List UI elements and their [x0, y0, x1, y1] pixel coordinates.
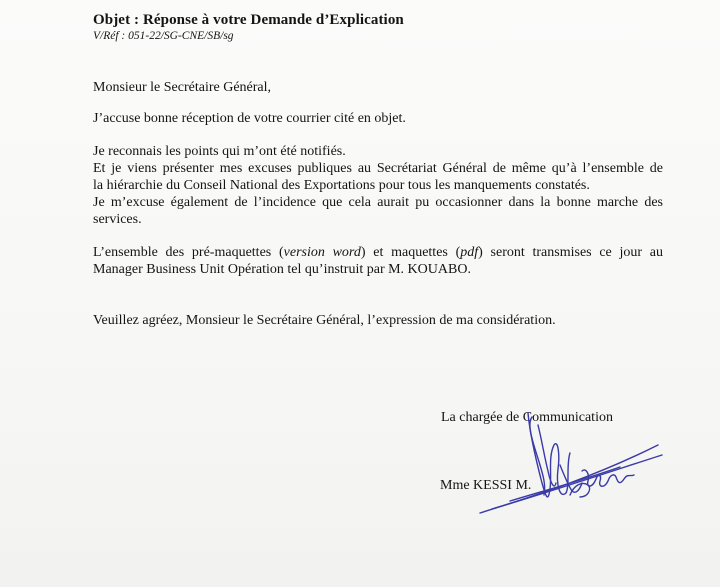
reference-line: V/Réf : 051-22/SG-CNE/SB/sg: [93, 30, 234, 42]
body-line-3: la hiérarchie du Conseil National des Exportations pour tous les manquements constatés.: [93, 178, 590, 193]
signatory-title: La chargée de Communication: [441, 410, 613, 425]
closing-paragraph: Veuillez agréez, Monsieur le Secrétaire Général, l’expression de ma considération.: [93, 313, 556, 328]
transmission-text-c: ) seront transmises ce jour au: [478, 245, 664, 260]
body-line-5: services.: [93, 212, 142, 227]
transmission-text-b: ) et maquettes (: [360, 245, 461, 260]
subject-line: Objet : Réponse à votre Demande d’Explication: [93, 12, 404, 28]
signatory-name: Mme KESSI M.: [440, 478, 532, 493]
body-line-2: Et je viens présenter mes excuses publiques au Secrétariat Général de même qu’à l’ensemble de: [93, 161, 663, 176]
body-line-1: Je reconnais les points qui m’ont été notifiés.: [93, 144, 346, 159]
transmission-text-a: L’ensemble des pré-maquettes (: [93, 245, 284, 260]
salutation: Monsieur le Secrétaire Général,: [93, 80, 272, 95]
body-line-4: Je m’excuse également de l’incidence que cela aurait pu occasionner dans la bonne marche des: [93, 195, 663, 210]
format-pdf: pdf: [460, 245, 479, 260]
transmission-line-1: [93, 244, 663, 262]
format-word: version word: [283, 245, 361, 260]
transmission-line-2: Manager Business Unit Opération tel qu’instruit par M. KOUABO.: [93, 262, 471, 277]
acknowledgement-paragraph: J’accuse bonne réception de votre courrier cité en objet.: [93, 111, 406, 126]
